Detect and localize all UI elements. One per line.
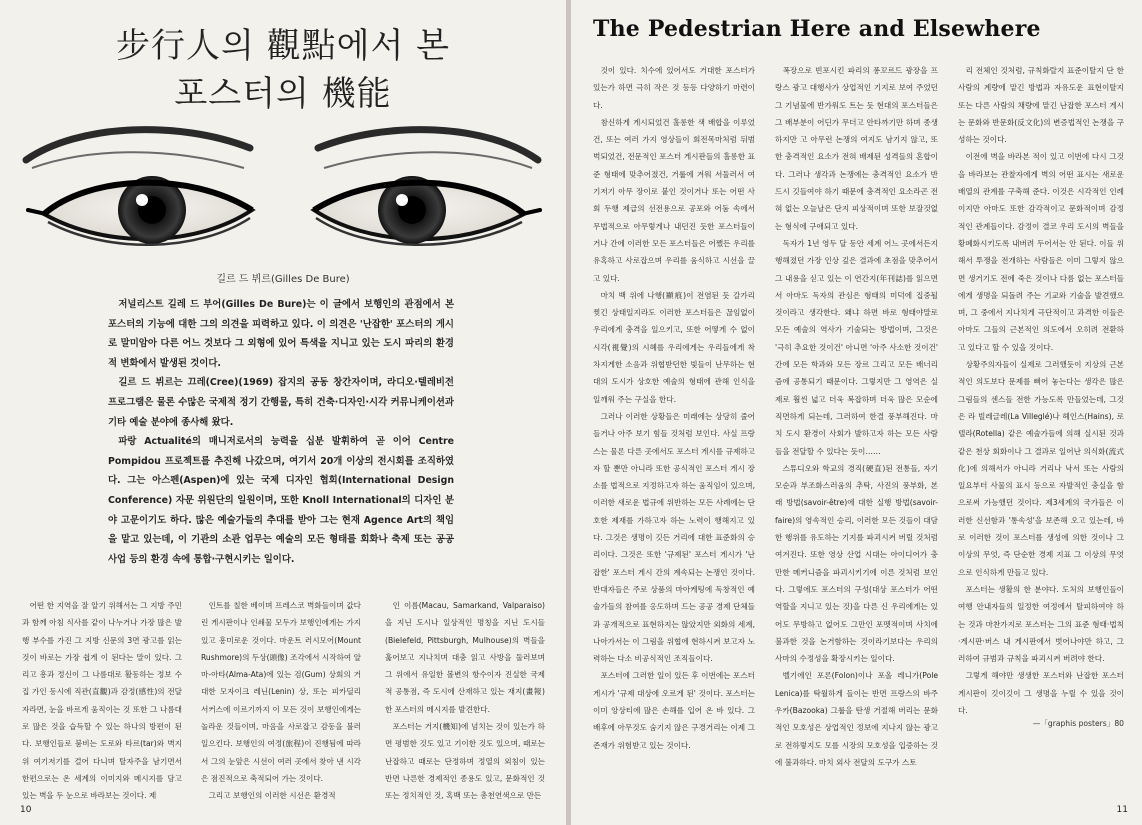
body-paragraph: 포스터에 그러한 일이 있든 후 이번에는 포스터 게시가 '규제 대상에 오르게 된' 것이다. 포스터는 이미 앙상티에 많은 손해를 입어 온 바 있다. 그 배후에 아무것도 숨기지 않은 구경거리는 이제 그 존재가 위험받고 있는 것이다. — [593, 671, 755, 750]
article-title-english: The Pedestrian Here and Elsewhere — [593, 16, 1041, 42]
body-paragraph: 그리고 보행인의 이러한 시선은 환경적 — [208, 791, 336, 801]
body-paragraph: 폭장으로 빈포시킨 파리의 퐁꼬르드 광장을 프랑스 광고 대행사가 상업적인 기지로 보여 주었던 그 기념물에 반가워도 트는 듯 현대의 포스터들은 그 배부분이 어딘가 무더고 안타까기만 하며 종생하지만 고 아무런 논쟁의 여지도 남기지 않고, 또한 충격적인 요소가 전혀 배제된 성격들의 혼합이다. 그러나 생각과 논쟁에는 충격적인 요소가 반드시 깃들여야 하기 때문에 충격적인 요소라곤 전혀 없는 오늘날은 단지 피상적이며 또한 보잘것없는 형식에 구애되고 있다. — [775, 66, 938, 231]
body-paragraph: 리 전체인 것처럼, 규칙화랄지 표준이탈지 단 한 사람의 계량에 맡긴 방법과 자유도운 표현이탈지 또는 다른 사람의 채량에 맡긴 난잡한 포스터 게시는 문화와 반문화(反文化)의 변증법적인 논쟁을 구성하는 것이다. — [958, 66, 1124, 145]
body-paragraph: 이전에 벽을 바라본 적이 있고 이번에 다시 그것을 바라보는 관찰자에게 벽의 어떤 표시는 새로운 배열의 관계를 구축해 준다. 이것은 시각적인 인례이지만 아마도 또한 감각적이고 문화적이며 감정적인 관계들이다. 감정이 결코 우리 도시의 벽들을 황폐화시키도록 내버려 두어서는 안 된다. 이들 위해서 투쟁을 전개하는 사람들은 이미 그렇지 않으면 생거기도 전에 죽은 것이나 다름 없는 포스터들에게 생명을 되돌려 주는 기교와 기술을 발견했으며, 그 중에서 지나치게 극단적이고 과격한 이들은 아마도 그들의 근본적인 의도에서 오히려 전환하고 있다고 할 수 있을 것이다. — [958, 152, 1124, 352]
lead-paragraph: 길르 드 뷔르는 끄레(Cree)(1969) 잡지의 공동 창간자이며, 라디오·텔레비전 프로그램은 물론 수많은 국제적 정기 간행물, 특히 건축·디자인·시각 커뮤니케이션과 기타 예술 분야에 종사해 왔다. — [108, 377, 454, 428]
body-paragraph: 벨기에인 포론(Folon)이나 포올 레니가(Pole Lenica)를 탁월하게 들이는 반면 프랑스의 바주우카(Bazooka) 그룹을 탄생 거절해 버리는 문화적인 모호성은 상업적인 정보에 지나지 않는 광고로 전하렇지도 모를 시장의 모호성을 입증하는 것에 불과하다. 마치 외사 전달의 도구가 스토 — [775, 671, 938, 767]
title-line-2: 포스터의 機能 — [174, 74, 392, 114]
body-paragraph: 포스터는 생활의 한 분야다. 도처의 보행인들이 여행 안내자들의 일정한 여정에서 탈피하여야 하는 것과 마찬가지로 포스터는 그의 표준 형태·법칙·게시판·버스 내 게시판에서 벗어나야만 하고, 그러하여 규범과 규칙을 파괴시켜 버려야 한다. — [958, 584, 1124, 664]
left-eye — [26, 130, 252, 245]
body-paragraph: 마치 백 위에 나행(顯痕)이 전염된 듯 갈가리 찢긴 상태일지라도 이러한 포스터들은 끊임없이 우리에게 충격을 일으키고, 또한 어떻게 수 없이 시각(視覺)의 시혜를 우리에게는 우리들에게 착차지게한 소음과 위협받던한 빛들이 난무하는 현대의 도시가 상호한 예술의 형태에 관해 인식을 일깨워 주는 구실을 한다. — [593, 290, 755, 404]
article-title-korean — [20, 22, 546, 118]
body-column-1 — [593, 62, 755, 817]
body-paragraph: 인트를 칠한 베이며 프레스코 벽화들이며 값다린 게시판이나 인쇄물 모두가 보행인에게는 가지 있고 흥미로운 것이다. 마운트 러시모어(Mount Rushmore)의 두상(頭像) 조각에서 시작하여 알마-아타(Alma-Ata)에 있는 검(Gum) 상회의 거대한 모자이크 레닌(Lenin) 상, 또는 피카딜리 서커스에 이르기까지 이 모든 것이 보행인에게는 놀라운 것들이며, 마음을 사로잡고 감동을 불러일으킨다. 보행인의 여정(旅程)이 진행됨에 따라서 그의 눈앞은 시선이 여러 곳에서 찾아 낸 시각은 점진적으로 축적되어 가는 것이다. — [201, 601, 361, 783]
body-paragraph: 독자가 1년 영두 달 동안 세계 어느 곳에서든지 행해졌던 가장 인상 깊은 결과에 초점을 맞추어서 그 내용을 싣고 있는 이 연간지(年刊誌)를 읽으면서 아마도 독자의 관심은 형태의 미덕에 집중될 것이라고 생각한다. 왜냐 하면 바로 형태야말로 모든 예술의 역사가 기술되는 방법이며, 그것은 '극히 추요한 것이건' 아니면 '아주 사소한 것이건' 간에 모든 학과와 모든 장르 그리고 모든 배너리즘에 공통되기 때문이다. 그렇지만 그 영역은 실제로 훨씬 넓고 더욱 복잡하며 더욱 많은 모순에 직면하게 되는데, 그러하여 한결 풍부해진다. 마치 도시 환경이 사회가 발하고자 하는 모든 사람들을 전달할 수 있다는 듯이…… — [775, 238, 938, 456]
body-column-3 — [385, 597, 545, 823]
lead-paragraphs — [108, 295, 454, 569]
lead-paragraph: 파랑 Actualité의 매니저로서의 능력을 십분 발휘하여 곧 이어 Centre Pompidou 프로젝트를 추진해 나갔으며, 여기서 20개 이상의 전시회를 조직하였다. 그는 아스펜(Aspen)에 있는 국제 디자인 협회(International Design Conference) 자문 위원단의 일원이며, 또한 Knoll International의 디자인 분야 고문이기도 하다. 많은 예술가들의 추대를 받아 그는 현재 Agence Art의 책임을 맡고 있는데, 이 기관의 소관 업무는 예술의 모든 형태를 회화나 축제 또는 공공 사업 등의 환경 속에 통합·구현시키는 일이다. — [108, 436, 454, 565]
body-column-3 — [958, 62, 1124, 752]
body-paragraph: 그렇게 해야만 생생한 포스터와 난잡한 포스터 게시판이 깃이깃이 그 생명을 누릴 수 있을 것이다. — [958, 671, 1124, 715]
right-eye — [314, 130, 540, 245]
body-paragraph: 포스터는 거지(機知)에 넘치는 것이 있는가 하면 평범한 것도 있고 기이한 것도 있으며, 때로는 난잡하고 때로는 단정하며 정열의 외침이 있는 반면 나른한 경제적인 종용도 있고, 문화적인 것 또는 정치적인 것, 혹백 또는 총천연색으로 만든 — [385, 722, 545, 801]
title-line-1: 步行人의 觀點에서 본 — [116, 26, 450, 66]
body-paragraph: 스튜디오와 학교의 경직(硬直)된 전통들, 자기 모순과 부조화스러움의 추탁, 사진의 풍부화, 본래 방법(savoir-être)에 대한 실행 방법(savoir-faire)의 영속적인 승리, 이러한 모든 것들이 대담한 행위를 유도하는 기지를 파괴시켜 버릴 것처럼 여겨진다. 또한 영상 산업 시대는 아이디어가 충만한 메커니즘을 파괴시키기에 이른 것처럼 보인다. 그렇에도 포스터의 구성(대상 포스터가 어떤 역할을 지니고 있는 것)을 다른 신 우리에게는 있어도 무방하고 없어도 그만인 포멧적이며 사치에 불과한 것을 논거함하는 것이라기보다는 우리의 사마의 수정성을 확장시키는 일이다. — [775, 463, 938, 664]
body-paragraph: 참신하게 게시되었건 홀롱한 색 배합을 이루었건, 또는 여러 가지 영상들이 회전목마처럼 뒤범벅되었건, 전문적인 포스터 게시판들의 홀롱한 표준 형태에 맞추어졌건, 거룹에 겨워 서둘러서 여기저기 아무 장이로 붙인 것이거나 또는 어떤 사회 두행 제급의 선전용으로 공포와 어둠 속에서 무법적으로 아무렇게나 내던진 듯한 포스터들이거나 간에 이러한 모든 포스터들은 어쨌든 우리를 유혹하고 사로잡으며 우리를 움식하고 시선을 끌고 있다. — [593, 117, 755, 283]
body-paragraph: 어떤 한 지역을 잘 알기 위해서는 그 지방 주민과 함께 아침 식사를 같이 나누거나 가장 많은 발행 부수를 가진 그 지방 신문의 3면 광고를 읽는 것이 바로는 가장 쉽게 이 된다는 말이 있다. 그리고 흥과 정신이 그 나름대로 활동하는 정보 수집 가인 동시에 직관(直觀)과 감정(感性)의 전달자라면, 눈을 바르게 움직이는 것 또한 그 나름대로 많은 것을 습득할 수 있는 하나의 방편이 된다. 보행인들로 붐비는 도로와 타르(tar)와 벽지 위 여기저기를 걸어 다니며 탈자주을 남기면서 한편으로는 온 세계의 이미지와 메시지를 담고 있는 벽을 두 눈으로 바라보는 것이다. 제 — [22, 601, 182, 801]
body-paragraph: 인 이름(Macau, Samarkand, Valparaiso)을 지닌 도시나 일상적인 명칭을 지닌 도시들(Bielefeld, Pittsburgh, Mulhouse)의 벽들을 훑어보고 지나치며 대충 읽고 사방을 둘러보며 그 위에서 유일한 볼변의 항수이자 진실한 국제적 공통점, 즉 도시에 산재하고 있는 재지(畫報)한 포스터의 메시지를 발견한다. — [385, 601, 545, 714]
body-paragraph: 상황주의자들이 실제로 그러했듯이 지상의 근본적인 의도보다 문제를 삐어 놓는다는 생각은 많은 그림들의 센스들 전한 가능도록 만들었는데, 그것은 라 빌레글레(La Villeglé)나 헤인스(Hains), 로텔라(Rotella) 같은 예술가들에 의해 실시된 것과 같은 천상 회화이나 그 결과로 일어난 의식화(流式化)에 의해서가 아니라 거리나 낙서 또는 사람의 일요부터 사물의 표시 등으로 자발적인 충실을 함으로써 가능했던 것이다. 제3세계의 국가들은 이러한 신선함과 '통속성'을 보존해 오고 있는데, 바로 이러한 것이 포스터를 생성에 의한 것이나 그 이상의 무엇, 즉 단순한 경제 지표 그 이상의 무엇으로 인식하게 만들고 있다. — [958, 360, 1124, 577]
right-page — [571, 0, 1142, 825]
body-paragraph: 것이 있다. 치수에 있어서도 거대한 포스터가 있는가 하면 극히 작은 것 등등 다양하기 마련이다. — [593, 66, 755, 110]
eyes-illustration — [18, 118, 546, 266]
page-number-right: 11 — [1116, 805, 1128, 815]
body-paragraph: 그러나 이러한 상황들은 미래에는 상당히 줄어들거나 아주 보기 힘들 것처럼 보인다. 사실 프랑스는 물론 다른 곳에서도 포스터 게시를 규제하고자 할 뿐만 아니라 또한 공식적인 포스터 게시 장소를 법적으로 지정하고자 하는 움직임이 있으며, 이러한 새로운 법규에 위반하는 모든 사례에는 단호한 제재를 가하고자 하는 노력이 행해지고 있다. 그것은 생명이 깃든 거리에 대한 표준화의 승리이다. 그것은 또한 '규제된' 포스터 게시가 '난잡한' 포스터 게시 간의 계속되는 논쟁인 것이다. 반대자들은 주로 상품의 마아케팅에 독창적인 예술가들의 참여를 옹도하며 드는 공공 경제 단체들과 공개적으로 표현하지는 않았지만 외화의 세계, 나아가서는 이 그림을 위협에 현하시켜 보고자 노력하는 다소 비공식적인 조직들이다. — [593, 411, 755, 664]
body-column-2 — [775, 62, 938, 817]
source-credit: —「graphis posters」80 — [1032, 719, 1124, 728]
body-column-2 — [201, 597, 361, 823]
lead-paragraph: 저널리스트 길레 드 부어(Gilles De Bure)는 이 글에서 보행인의 관점에서 본 포스터의 기능에 대한 그의 의견을 피력하고 있다. 이 의견은 '난잡한' 포스터의 게시로 말미암아 다른 어느 것보다 그 외형에 있어 특색을 지니고 있는 도시 파리의 환경적 변화에서 발생된 것이다. — [108, 299, 454, 369]
body-column-1 — [22, 597, 182, 823]
page-number-left: 10 — [20, 805, 32, 815]
left-page — [0, 0, 566, 825]
author-byline: 길르 드 뷔르(Gilles De Bure) — [216, 274, 350, 285]
